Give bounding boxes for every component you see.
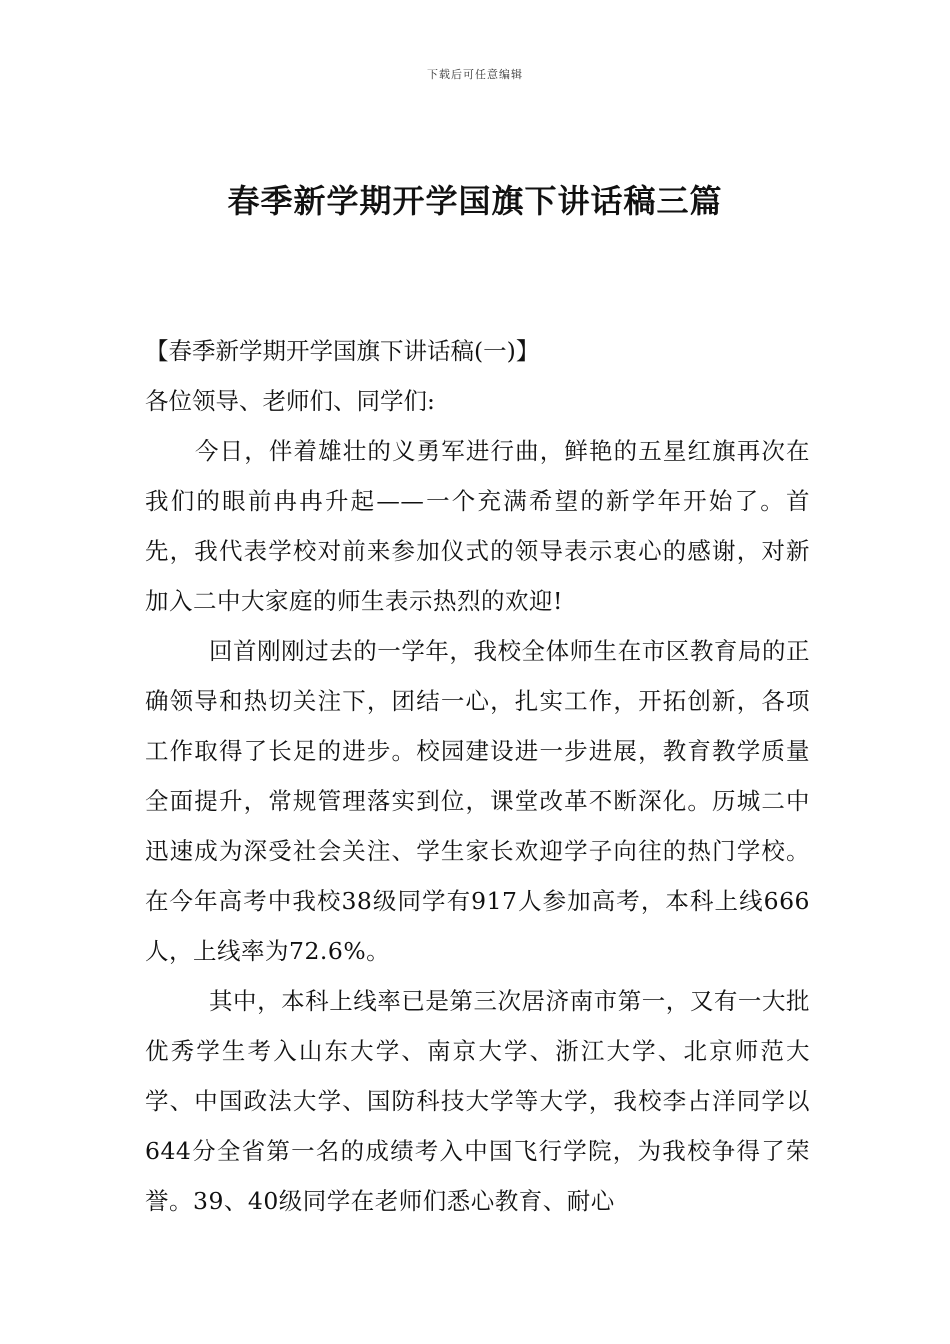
paragraph-3: 其中，本科上线率已是第三次居济南市第一，又有一大批优秀学生考入山东大学、南京大学、浙江大学、北京师范大学、中国政法大学、国防科技大学等大学，我校李占洋同学以644分全省第一名的成绩考入中国飞行学院，为我校争得了荣誉。39、40级同学在老师们悉心教育、耐心 [145, 987, 810, 1215]
document-body [145, 326, 810, 1226]
paragraph-1: 今日，伴着雄壮的义勇军进行曲，鲜艳的五星红旗再次在我们的眼前冉冉升起——一个充满希望的新学年开始了。首先，我代表学校对前来参加仪式的领导表示衷心的感谢，对新加入二中大家庭的师生表示热烈的欢迎! [145, 437, 810, 615]
paragraph-2: 回首刚刚过去的一学年，我校全体师生在市区教育局的正确领导和热切关注下，团结一心，扎实工作，开拓创新，各项工作取得了长足的进步。校园建设进一步进展，教育教学质量全面提升，常规管理落实到位，课堂改革不断深化。历城二中迅速成为深受社会关注、学生家长欢迎学子向往的热门学校。在今年高考中我校38级同学有917人参加高考，本科上线666人，上线率为72.6%。 [145, 637, 810, 965]
document-title: 春季新学期开学国旗下讲话稿三篇 [227, 182, 723, 220]
page-header-note: 下载后可任意编辑 [427, 68, 523, 81]
salutation: 各位领导、老师们、同学们: [145, 387, 435, 415]
section-heading: 【春季新学期开学国旗下讲话稿(一)】 [145, 337, 540, 365]
